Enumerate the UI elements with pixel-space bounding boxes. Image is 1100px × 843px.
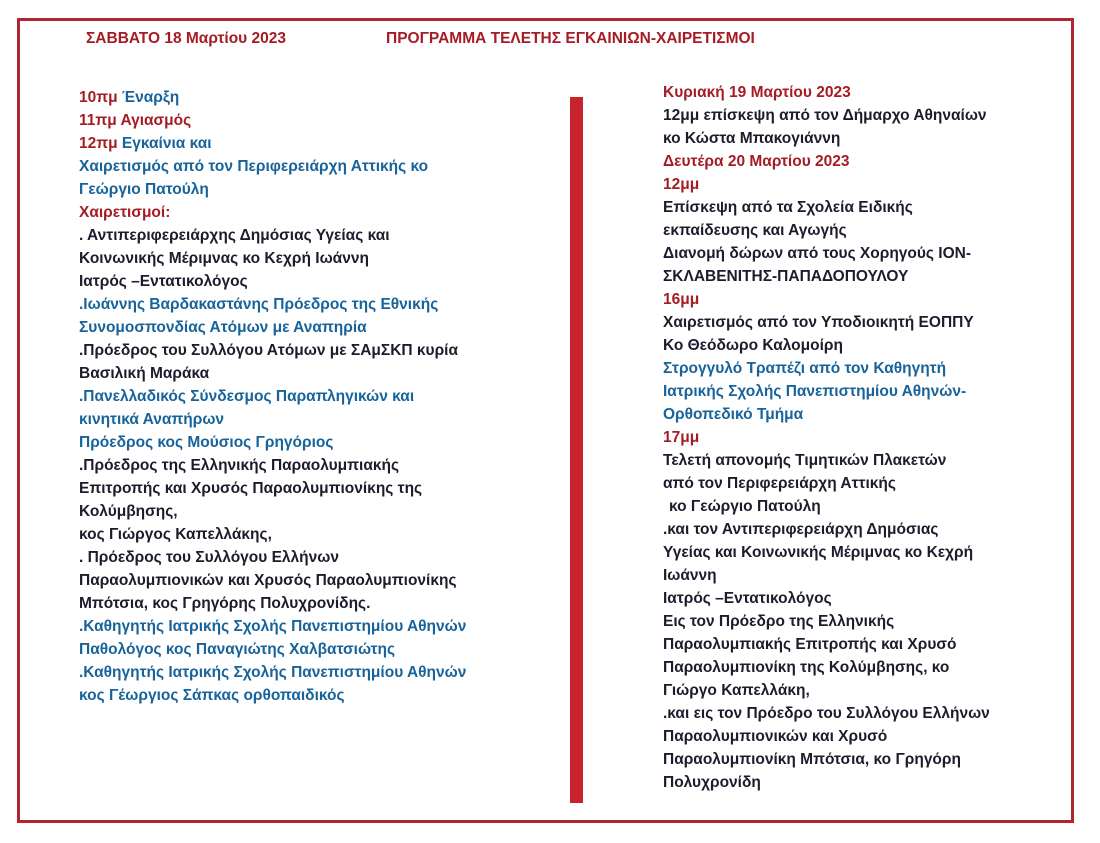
text-line: ΣΚΛΑΒΕΝΙΤΗΣ-ΠΑΠΑΔΟΠΟΥΛΟΥ [663,268,909,285]
time-label: 12μμ [663,176,700,193]
text-line: .Πρόεδρος του Συλλόγου Ατόμων με ΣΑμΣΚΠ κυρία [79,342,458,359]
text-line: κος Γιώργος Καπελλάκης, [79,526,272,543]
text-line: .Πανελλαδικός Σύνδεσμος Παραπληγικών και [79,388,415,405]
text-line: . Αντιπεριφερειάρχης Δημόσιας Υγείας και [79,227,390,244]
sunday-monday-program [663,81,990,794]
program-title: ΠΡΟΓΡΑΜΜΑ ΤΕΛΕΤΗΣ ΕΓΚΑΙΝΙΩΝ-ΧΑΙΡΕΤΙΣΜΟΙ [386,30,755,47]
event-date-heading: ΣΑΒΒΑΤΟ 18 Μαρτίου 2023 [86,30,286,47]
item-text: Αγιασμός [116,112,192,129]
text-line: .Καθηγητής Ιατρικής Σχολής Πανεπιστημίου Αθηνών [79,618,467,635]
saturday-program [79,86,466,707]
text-line: Βασιλική Μαράκα [79,365,210,382]
text-line: Ιατρικής Σχολής Πανεπιστημίου Αθηνών- [663,383,967,400]
text-line: Τελετή απονομής Τιμητικών Πλακετών [663,452,947,469]
text-line: Πολυχρονίδη [663,774,761,791]
text-line: Μπότσια, κος Γρηγόρης Πολυχρονίδης. [79,595,371,612]
text-line: .και τον Αντιπεριφερειάρχη Δημόσιας [663,521,939,538]
text-line: .Καθηγητής Ιατρικής Σχολής Πανεπιστημίου Αθηνών [79,664,467,681]
time-label: 11πμ [79,112,117,129]
time-label: 16μμ [663,291,700,308]
text-line: εκπαίδευσης και Αγωγής [663,222,847,239]
text-line: Παθολόγος κος Παναγιώτης Χαλβατσιώτης [79,641,396,658]
text-line: Υγείας και Κοινωνικής Μέριμνας κο Κεχρή [663,544,974,561]
text-line: Συνομοσπονδίας Ατόμων με Αναπηρία [79,319,367,336]
text-line: Παραολυμπιονικών και Χρυσός Παραολυμπιονίκης [79,572,457,589]
text-line: Γεώργιο Πατούλη [79,181,209,198]
greetings-label: Χαιρετισμοί: [79,204,171,221]
item-text: Έναρξη [117,89,180,106]
text-line: Ιατρός –Εντατικολόγος [79,273,248,290]
text-line: Παραολυμπιακής Επιτροπής και Χρυσό [663,636,957,653]
text-line: Παραολυμπιονίκη της Κολύμβησης, κο [663,659,950,676]
text-line: Παραολυμπιονίκη Μπότσια, κο Γρηγόρη [663,751,961,768]
text-line: από τον Περιφερειάρχη Αττικής [663,475,896,492]
text-line: κινητικά Αναπήρων [79,411,225,428]
text-line: κο Κώστα Μπακογιάννη [663,130,841,147]
text-line: Γιώργο Καπελλάκη, [663,682,810,699]
text-line: Στρογγυλό Τραπέζι από τον Καθηγητή [663,360,947,377]
text-line: Χαιρετισμός από τον Περιφερειάρχη Αττικής κο [79,158,429,175]
time-label: 17μμ [663,429,700,446]
day-heading-monday: Δευτέρα 20 Μαρτίου 2023 [663,153,850,170]
text-line: Ιωάννη [663,567,717,584]
text-line: Κολύμβησης, [79,503,178,520]
text-line: .Πρόεδρος της Ελληνικής Παραολυμπιακής [79,457,400,474]
schedule-item-blessing [79,109,466,132]
schedule-item-opening [79,86,466,109]
text-line: 12μμ επίσκεψη από τον Δήμαρχο Αθηναίων [663,107,987,124]
text-line: .Ιωάννης Βαρδακαστάνης Πρόεδρος της Εθνικής [79,296,439,313]
text-line: Ορθοπεδικό Τμήμα [663,406,804,423]
text-line: Πρόεδρος κος Μούσιος Γρηγόριος [79,434,334,451]
text-line: Ιατρός –Εντατικολόγος [663,590,832,607]
day-heading-sunday: Κυριακή 19 Μαρτίου 2023 [663,84,851,101]
text-line: κο Γεώργιο Πατούλη [669,498,821,515]
text-line: Κοινωνικής Μέριμνας κο Κεχρή Ιωάννη [79,250,369,267]
text-line: Διανομή δώρων από τους Χορηγούς ΙΟΝ- [663,245,971,262]
text-line: κος Γέωργιος Σάπκας ορθοπαιδικός [79,687,345,704]
text-line: Εις τον Πρόεδρο της Ελληνικής [663,613,895,630]
text-line: Κο Θεόδωρο Καλομοίρη [663,337,843,354]
text-line: Επιτροπής και Χρυσός Παραολυμπιονίκης της [79,480,423,497]
item-text: Εγκαίνια και [117,135,212,152]
time-label: 12πμ [79,135,118,152]
text-line: .και εις τον Πρόεδρο του Συλλόγου Ελλήνων [663,705,990,722]
text-line: Παραολυμπιονικών και Χρυσό [663,728,888,745]
time-label: 10πμ [79,89,118,106]
text-line: Χαιρετισμός από τον Υποδιοικητή ΕΟΠΠΥ [663,314,974,331]
text-line: Επίσκεψη από τα Σχολεία Ειδικής [663,199,913,216]
schedule-item-inauguration [79,132,466,155]
text-line: . Πρόεδρος του Συλλόγου Ελλήνων [79,549,339,566]
column-divider [570,97,583,803]
